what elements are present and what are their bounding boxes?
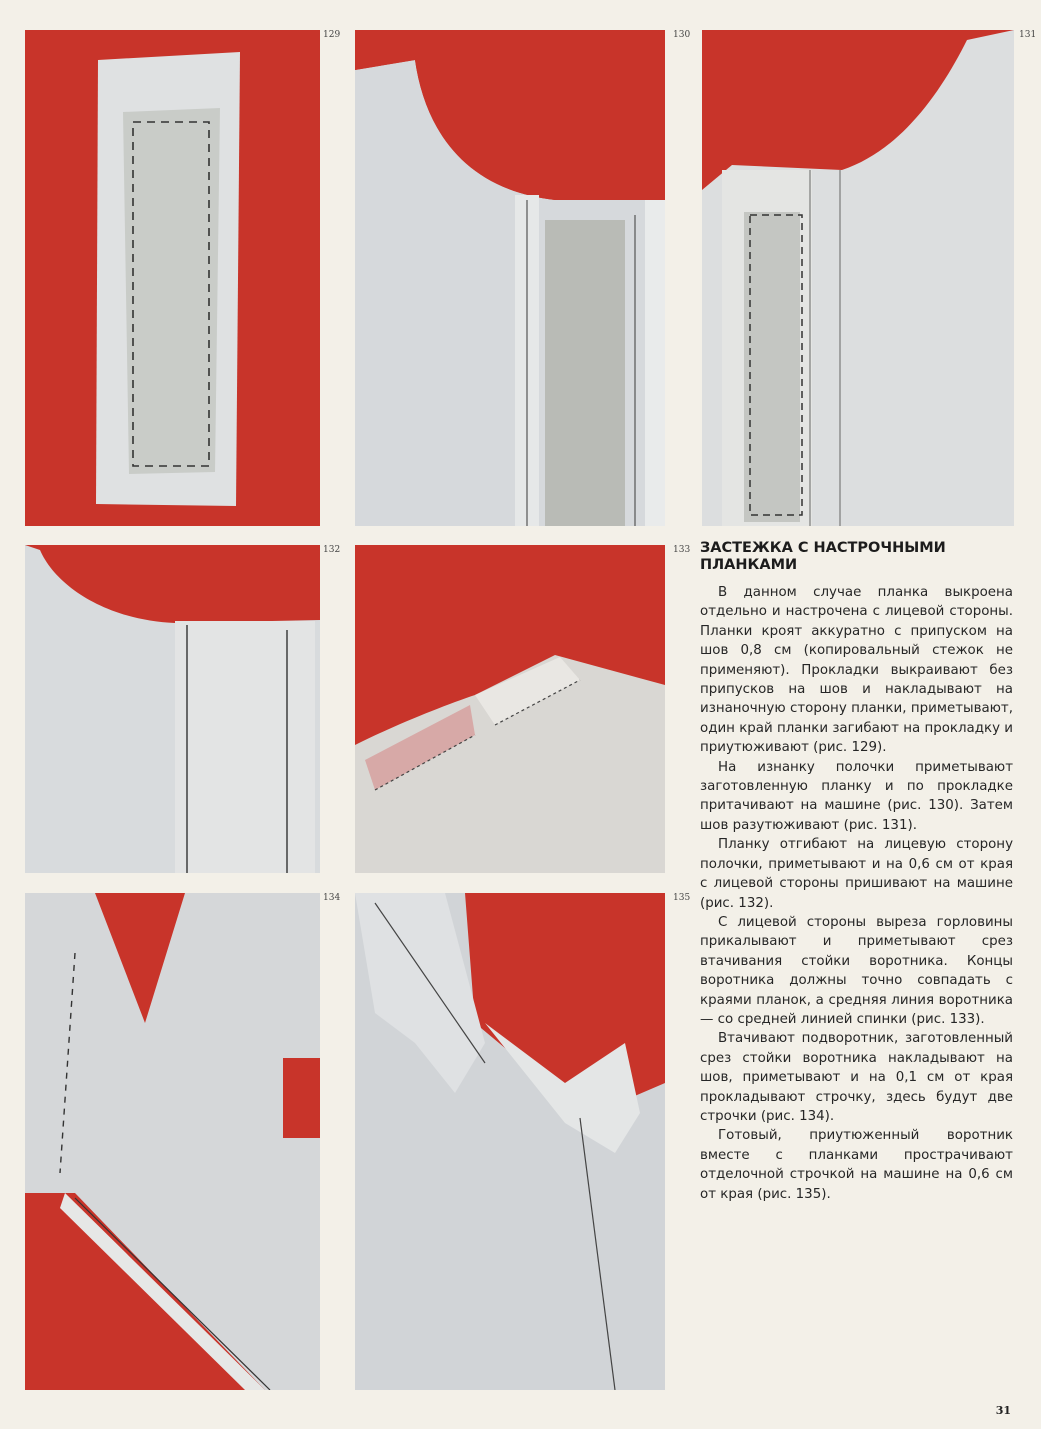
article-paragraph-5: Втачивают подворотник, заготовленный срез стойки воротника накладывают на шов, приметывают и на 0,1 см от края прокладывают строчку, здесь будут две строчки (рис. 134). [700,1031,1013,1124]
figure-number-130: 130 [673,30,691,40]
photo-132-illustration [25,545,320,873]
article-paragraph-1: В данном случае планка выкроена отдельно и настрочена с лицевой стороны. Планки кроят аккуратно с припуском на шов 0,8 см (копировальный стежок не применяют). Прокладки выкраивают без припусков на шов и накладывают на изнаночную сторону планки, приметывают, один край планки загибают на прокладку и приутюживают (рис. 129). [700,585,1013,756]
article-paragraph-4: С лицевой стороны выреза горловины прикалывают и приметывают срез втачивания стойки воротника. Концы воротника должны точно совпадать с краями планок, а средняя линия воротника — со средней линией спинки (рис. 133). [700,914,1013,1027]
photo-135 [355,893,665,1390]
article-paragraph-6: Готовый, приутюженный воротник вместе с планками прострачивают отделочной строчкой на машине на 0,6 см от края (рис. 135). [700,1128,1013,1202]
photo-133-illustration [355,545,665,873]
photo-133 [355,545,665,873]
figure-number-132: 132 [323,545,341,555]
photo-130 [355,30,665,526]
figure-number-134: 134 [323,893,341,903]
article-title: ЗАСТЕЖКА С НАСТРОЧНЫМИ ПЛАНКАМИ [700,540,946,573]
figure-number-135: 135 [673,893,691,903]
photo-131 [702,30,1014,526]
article-paragraph-3: Планку отгибают на лицевую сторону полочки, приметывают и на 0,6 см от края с лицевой стороны пришивают на машине (рис. 132). [700,837,1013,911]
photo-131-illustration [702,30,1014,526]
figure-number-131: 131 [1019,30,1037,40]
photo-132 [25,545,320,873]
photo-135-illustration [355,893,665,1390]
article [700,540,1013,1204]
photo-129-illustration [25,30,320,526]
photo-130-illustration [355,30,665,526]
photo-129 [25,30,320,526]
figure-number-133: 133 [673,545,691,555]
photo-134 [25,893,320,1390]
article-paragraph-2: На изнанку полочки приметывают заготовленную планку и по прокладке притачивают на машине (рис. 130). Затем шов разутюживают (рис. 131). [700,759,1013,833]
figure-number-129: 129 [323,30,341,40]
photo-134-illustration [25,893,320,1390]
page-number: 31 [995,1404,1011,1417]
